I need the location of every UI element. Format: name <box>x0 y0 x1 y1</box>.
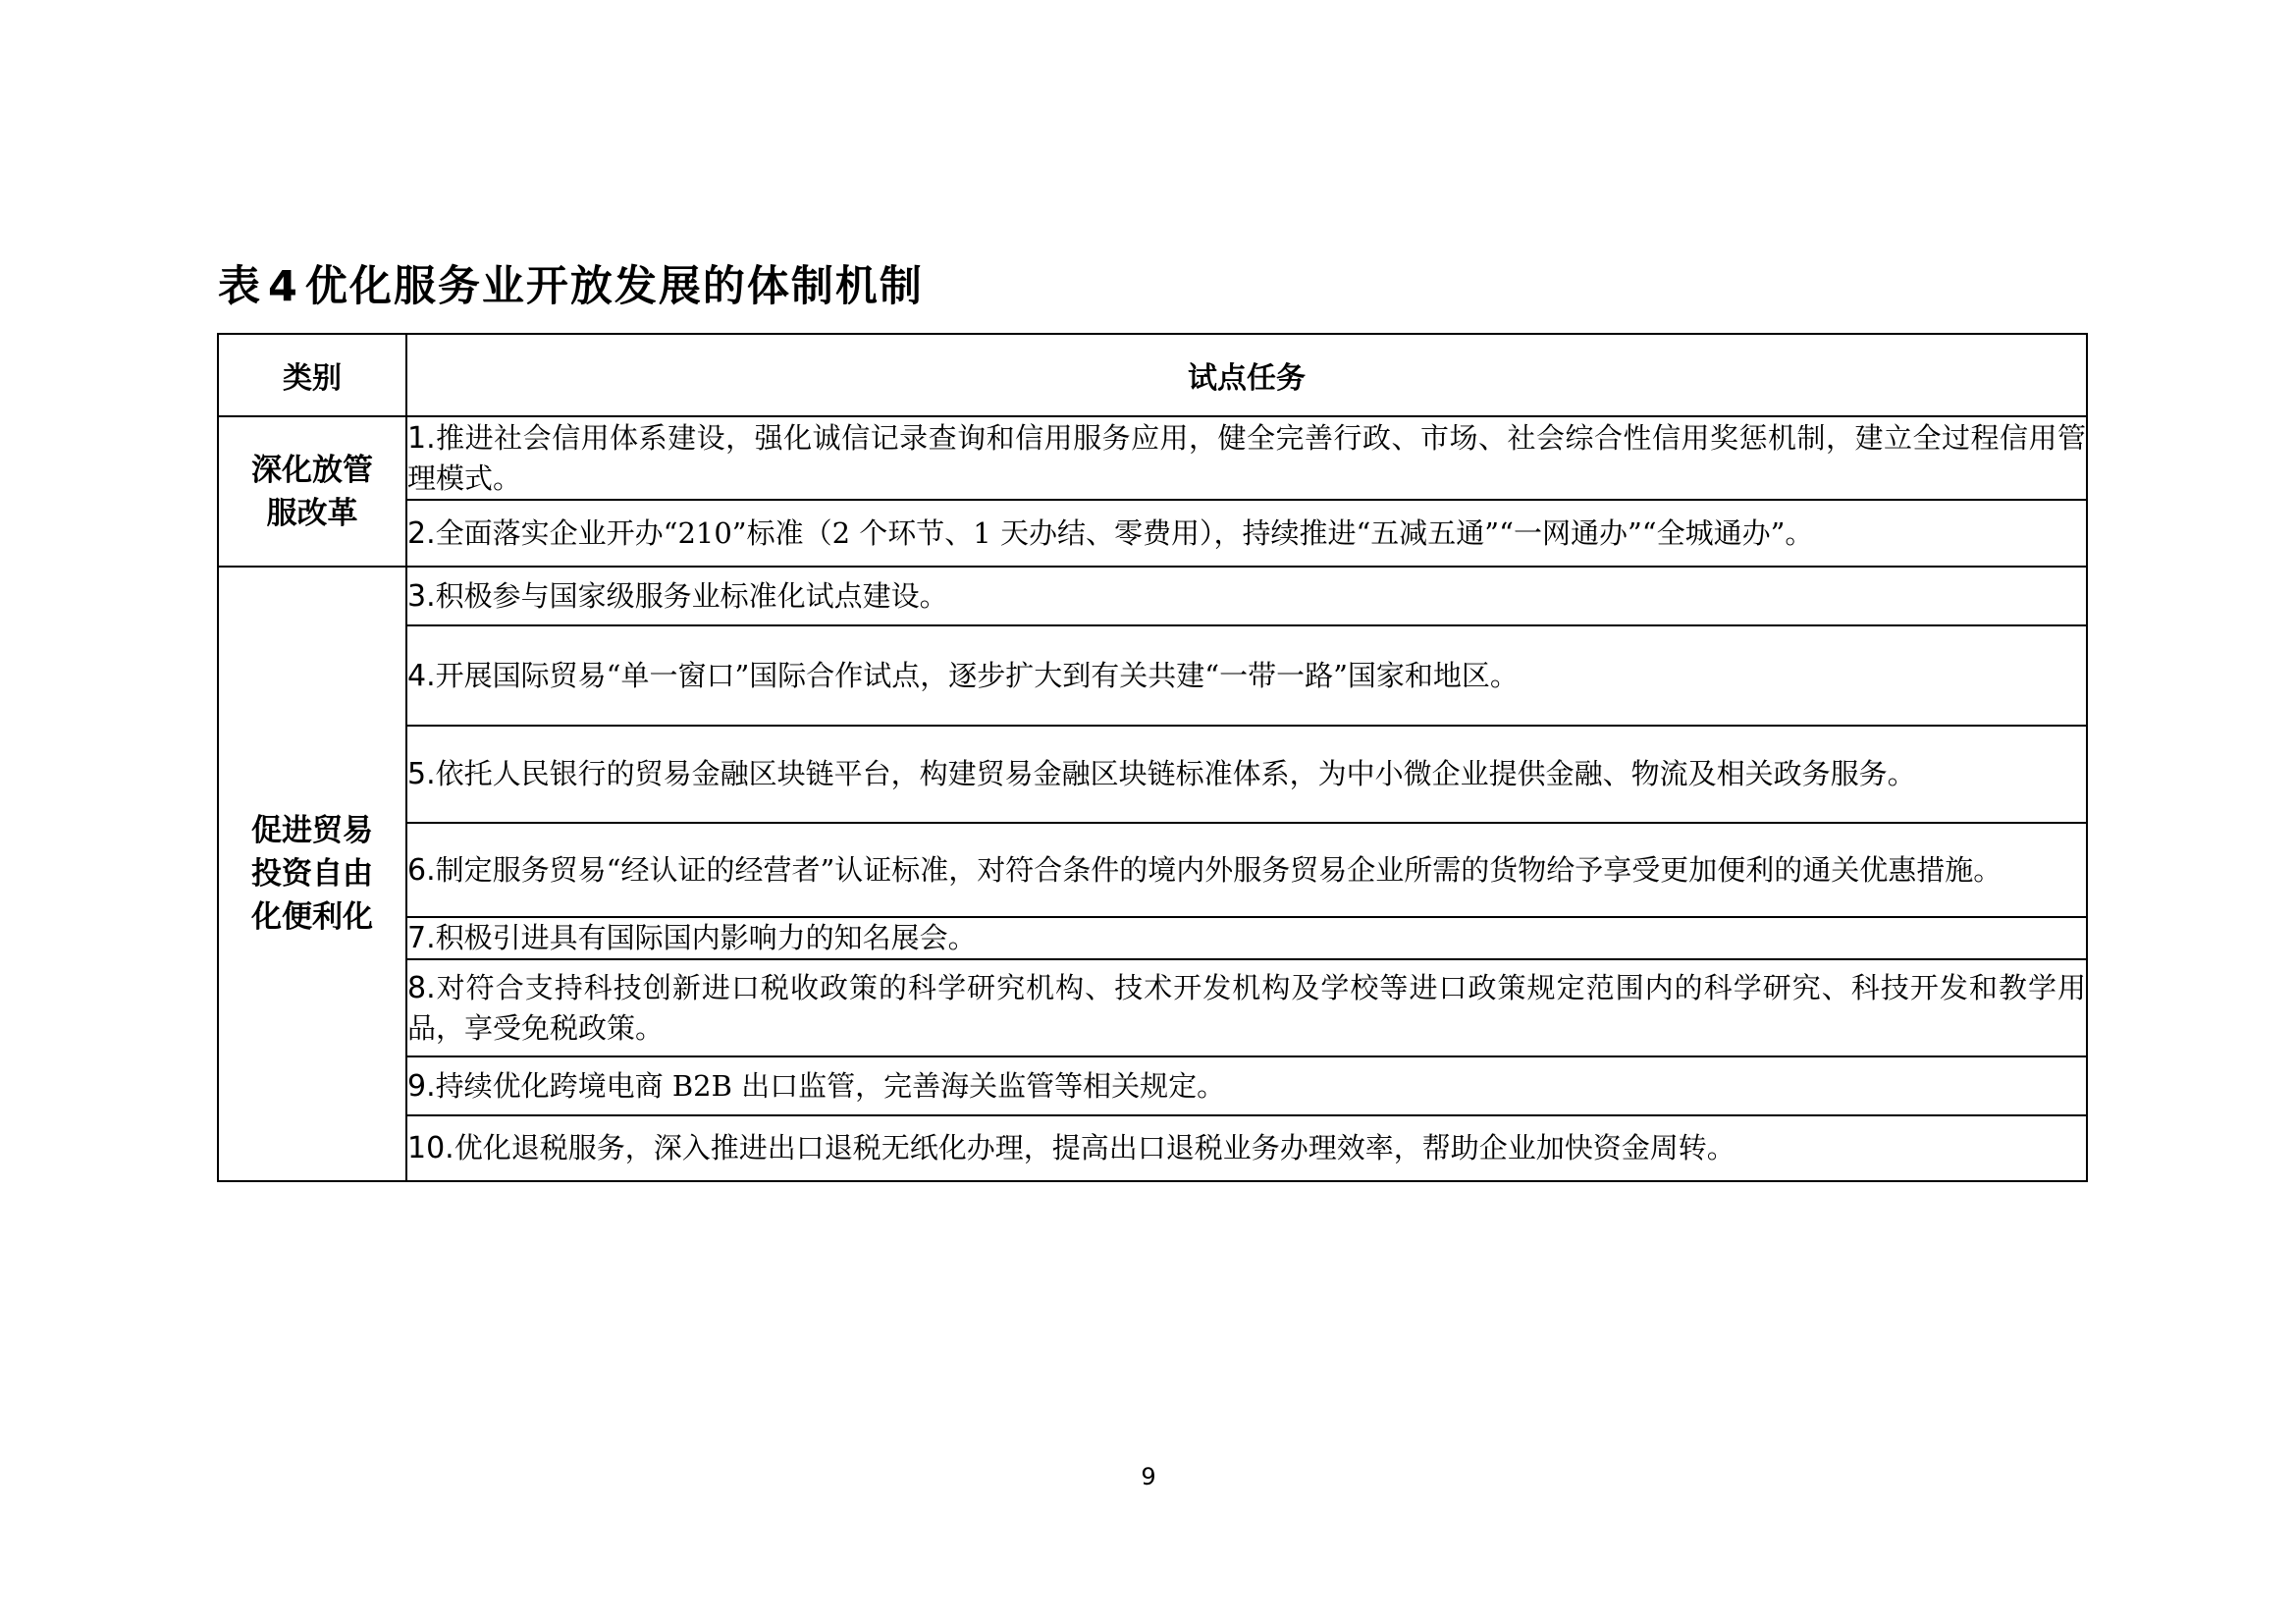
task-cell <box>406 726 2087 823</box>
table-number: 4 <box>268 262 299 311</box>
task-cell <box>406 959 2087 1056</box>
task-number: 5. <box>407 757 436 791</box>
header-pilot-tasks: 试点任务 <box>406 334 2087 416</box>
task-cell <box>406 1056 2087 1115</box>
category-cell-reform <box>218 416 406 567</box>
task-text: 制定服务贸易“经认证的经营者”认证标准，对符合条件的境内外服务贸易企业所需的货物给予享受更加便利的通关优惠措施。 <box>435 852 2002 887</box>
task-text: 积极参与国家级服务业标准化试点建设。 <box>435 578 948 613</box>
table-row <box>218 726 2087 823</box>
category-line: 深化放管 <box>251 452 373 488</box>
table-header-row <box>218 334 2087 416</box>
page-number: 9 <box>1141 1463 1156 1490</box>
table-row <box>218 625 2087 726</box>
task-text: 对符合支持科技创新进口税收政策的科学研究机构、技术开发机构及学校等进口政策规定范围内的科学研究、科技开发和教学用品，享受免税政策。 <box>407 970 2086 1045</box>
task-cell <box>406 823 2087 917</box>
task-text: 推进社会信用体系建设，强化诚信记录查询和信用服务应用，健全完善行政、市场、社会综合性信用奖惩机制，建立全过程信用管理模式。 <box>407 420 2086 495</box>
table-row <box>218 567 2087 625</box>
task-number: 8. <box>407 970 436 1005</box>
task-text: 开展国际贸易“单一窗口”国际合作试点，逐步扩大到有关共建“一带一路”国家和地区。 <box>435 658 1519 692</box>
task-number: 3. <box>407 578 436 614</box>
task-cell <box>406 917 2087 959</box>
task-number: 4. <box>407 658 436 693</box>
task-text: 优化退税服务，深入推进出口退税无纸化办理，提高出口退税业务办理效率，帮助企业加快资金周转。 <box>454 1131 1735 1164</box>
table-row <box>218 416 2087 500</box>
table-row <box>218 917 2087 959</box>
title-prefix: 表 <box>218 262 262 311</box>
task-text: 全面落实企业开办“210”标准（2 个环节、1 天办结、零费用），持续推进“五减五通”“一网通办”“全城通办”。 <box>435 515 1814 550</box>
category-line: 化便利化 <box>251 899 373 935</box>
category-line: 服改革 <box>266 495 358 531</box>
pilot-task-table <box>217 333 2088 1182</box>
task-number: 7. <box>407 921 436 955</box>
category-line: 促进贸易 <box>251 813 373 848</box>
task-text: 依托人民银行的贸易金融区块链平台，构建贸易金融区块链标准体系，为中小微企业提供金融、物流及相关政务服务。 <box>435 757 1916 790</box>
task-number: 1. <box>407 420 436 456</box>
table-row <box>218 500 2087 567</box>
task-cell <box>406 1115 2087 1181</box>
table-row <box>218 823 2087 917</box>
category-cell-trade <box>218 567 406 1181</box>
task-cell <box>406 500 2087 567</box>
table-row <box>218 1115 2087 1181</box>
table-row <box>218 1056 2087 1115</box>
title-text: 优化服务业开放发展的体制机制 <box>304 262 924 311</box>
page-title <box>218 257 924 316</box>
task-number: 2. <box>407 515 436 551</box>
task-number: 9. <box>407 1068 436 1104</box>
category-line: 投资自由 <box>251 856 373 892</box>
task-cell <box>406 625 2087 726</box>
table-row <box>218 959 2087 1056</box>
task-cell <box>406 416 2087 500</box>
task-number: 6. <box>407 852 436 888</box>
header-category: 类别 <box>218 334 406 416</box>
task-text: 积极引进具有国际国内影响力的知名展会。 <box>435 921 977 954</box>
task-text: 持续优化跨境电商 B2B 出口监管，完善海关监管等相关规定。 <box>435 1068 1226 1103</box>
task-cell <box>406 567 2087 625</box>
task-number: 10. <box>407 1131 454 1165</box>
